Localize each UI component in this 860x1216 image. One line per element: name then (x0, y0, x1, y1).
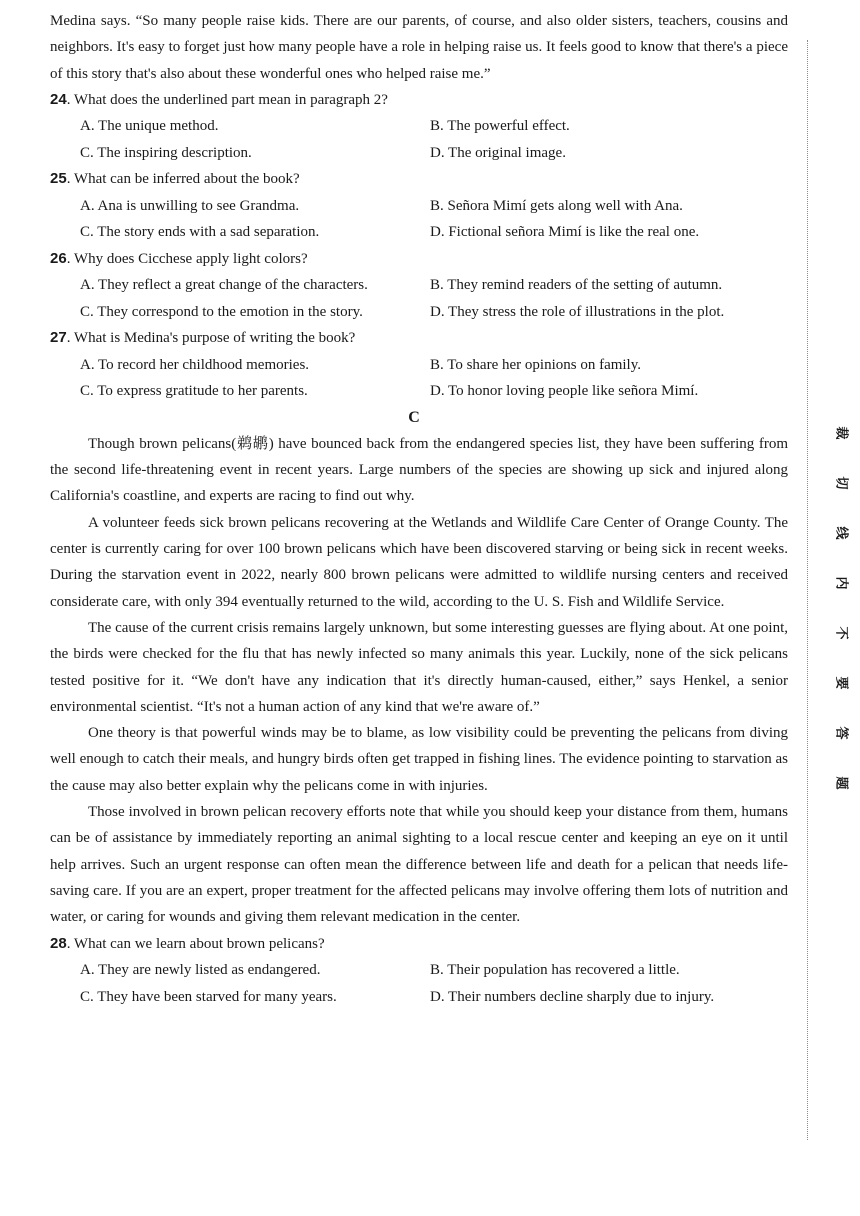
answer-option: A. They reflect a great change of the characters. (80, 277, 368, 294)
intro-paragraph: Medina says. “So many people raise kids. There are our parents, of course, and also older sisters, teachers, cousins and neighbors. It's easy to forget just how many people have a role in helping raise us. It feels good to know that there's a piece of this story that's also about these wonderful ones who helped raise me.” (50, 13, 788, 82)
question-block (50, 87, 788, 167)
question-block (50, 325, 788, 405)
answer-option: D. To honor loving people like señora Mimí. (430, 383, 699, 400)
section-heading: C (408, 408, 420, 426)
cut-line-char: 裁 (833, 426, 849, 440)
exam-page (50, 8, 788, 1010)
cut-line-char: 要 (833, 676, 849, 690)
passage-paragraph: The cause of the current crisis remains largely unknown, but some interesting guesses are flying about. At one point, the birds were checked for the flu that has newly infected so many animals this year. Luckily, none of the sick pelicans tested positive for it. “We don't have any indication that it's directly human-caused, either,” says Henkel, a senior environmental scientist. “It's not a human action of any kind that we're aware of.” (50, 619, 788, 715)
answer-option: B. Señora Mimí gets along well with Ana. (430, 197, 683, 214)
question-text: . Why does Cicchese apply light colors? (66, 250, 308, 267)
answer-option: D. They stress the role of illustrations in the plot. (430, 303, 725, 320)
answer-option: D. The original image. (430, 144, 566, 161)
cut-line-char: 题 (833, 776, 849, 790)
cut-line-char: 内 (833, 576, 849, 590)
answer-options (50, 352, 788, 405)
answer-option: C. The inspiring description. (80, 144, 252, 161)
cut-line-char: 线 (833, 526, 849, 540)
answer-option: C. To express gratitude to her parents. (80, 383, 308, 400)
answer-option: A. The unique method. (80, 118, 219, 135)
passage-paragraph: Though brown pelicans(鹈鹕) have bounced back from the endangered species list, they have been suffering from the second life-threatening event in recent years. Large numbers of the species are showing up sick and injured along California's coastline, and experts are racing to find out why. (50, 435, 788, 505)
question-number: 28 (50, 934, 67, 952)
question-block (50, 166, 788, 246)
answer-option: A. Ana is unwilling to see Grandma. (80, 197, 300, 214)
question-text: . What does the underlined part mean in paragraph 2? (66, 91, 388, 108)
question-stem (50, 325, 788, 352)
cut-line-char: 答 (833, 726, 849, 740)
answer-option: B. To share her opinions on family. (430, 356, 642, 373)
answer-option: D. Their numbers decline sharply due to injury. (430, 988, 715, 1005)
question-block (50, 246, 788, 326)
answer-option: A. They are newly listed as endangered. (80, 962, 321, 979)
passage-paragraph: One theory is that powerful winds may be to blame, as low visibility could be preventing the pelicans from diving well enough to catch their meals, and hungry birds often get trapped in fishing lines. The evidence pointing to starvation as the cause may also better explain why the pelicans come in with injuries. (50, 725, 788, 794)
question-number: 27 (50, 329, 67, 347)
cut-line-char: 不 (833, 626, 849, 640)
cut-line-char: 切 (833, 476, 849, 490)
question-stem (50, 931, 788, 958)
passage-paragraph: Those involved in brown pelican recovery efforts note that while you should keep your distance from them, humans can be of assistance by immediately reporting an animal sighting to a local rescue center and keeping an eye on it until help arrives. Such an urgent response can often mean the difference between life and death for a pelican that needs life-saving care. If you are an expert, proper treatment for the affected pelicans may involve offering them lots of nutrition and water, or caring for wounds and giving them relevant medication in the center. (50, 804, 788, 926)
question-number: 24 (50, 90, 67, 108)
answer-option: D. Fictional señora Mimí is like the real one. (430, 224, 700, 241)
question-text: . What is Medina's purpose of writing the book? (66, 330, 356, 347)
questions-group-2 (50, 931, 788, 1011)
question-text: . What can be inferred about the book? (66, 171, 300, 188)
answer-options (50, 272, 788, 325)
answer-options (50, 113, 788, 166)
question-block (50, 931, 788, 1011)
question-stem (50, 166, 788, 193)
answer-options (50, 193, 788, 246)
question-number: 26 (50, 249, 67, 267)
questions-group-1 (50, 87, 788, 405)
answer-option: B. The powerful effect. (430, 118, 570, 135)
question-stem (50, 246, 788, 273)
answer-option: C. The story ends with a sad separation. (80, 224, 320, 241)
answer-option: A. To record her childhood memories. (80, 356, 310, 373)
question-text: . What can we learn about brown pelicans? (66, 935, 325, 952)
cut-line (807, 40, 808, 1140)
passage-paragraph: A volunteer feeds sick brown pelicans recovering at the Wetlands and Wildlife Care Center of Orange County. The center is currently caring for over 100 brown pelicans which have been discovered starving or being sick in recent weeks. During the starvation event in 2022, nearly 800 brown pelicans were admitted to wildlife nursing centers and received considerate care, with only 394 eventually returned to the wild, according to the U. S. Fish and Wildlife Service. (50, 514, 788, 610)
answer-option: B. Their population has recovered a little. (430, 962, 680, 979)
question-stem (50, 87, 788, 114)
cut-line-label (812, 408, 849, 808)
passage-c (50, 431, 788, 931)
question-number: 25 (50, 170, 67, 188)
answer-option: B. They remind readers of the setting of autumn. (430, 277, 723, 294)
answer-option: C. They have been starved for many years. (80, 988, 337, 1005)
answer-option: C. They correspond to the emotion in the story. (80, 303, 363, 320)
answer-options (50, 957, 788, 1010)
